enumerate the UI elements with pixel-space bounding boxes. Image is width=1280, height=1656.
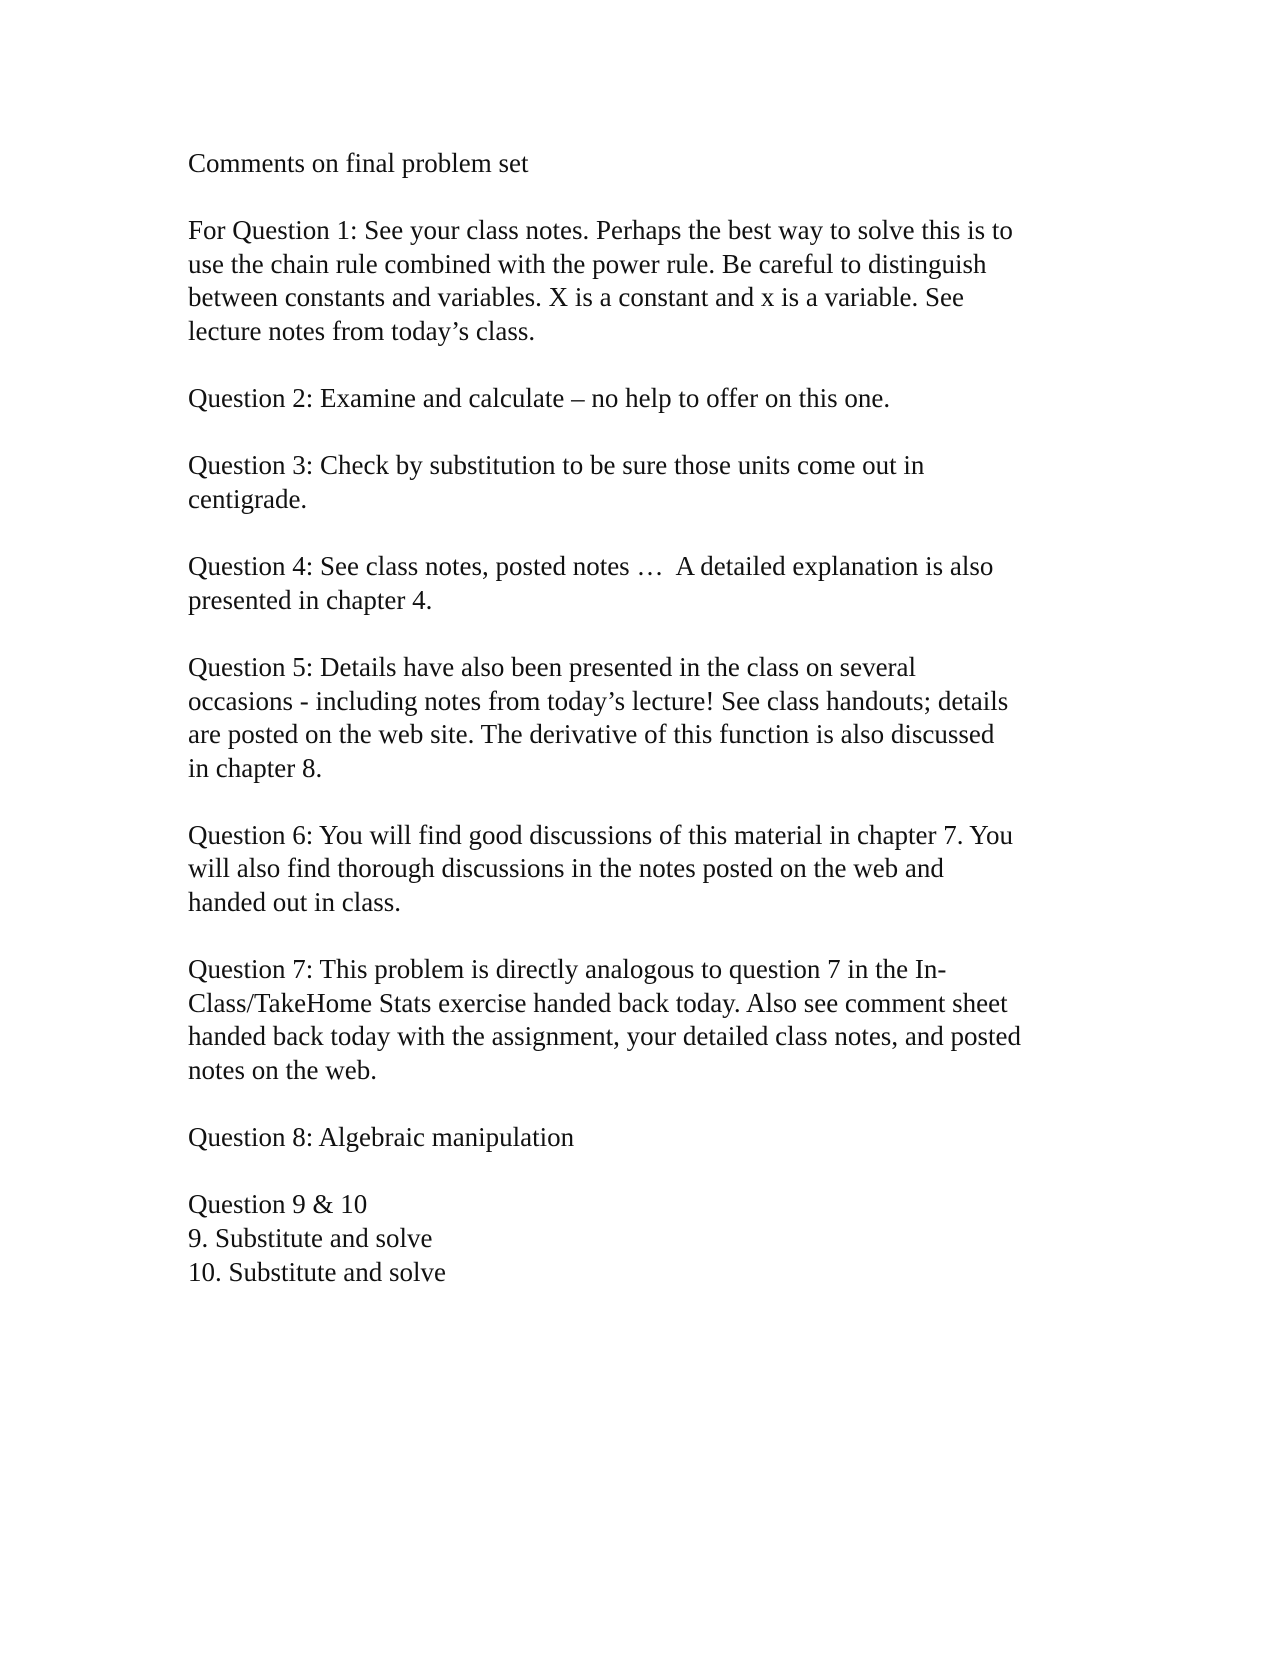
paragraph-question-6 — [188, 819, 1108, 920]
paragraph-question-3 — [188, 449, 1108, 516]
text-line: Question 4: See class notes, posted notes … A detailed explanation is also — [188, 551, 994, 582]
text-line: Question 2: Examine and calculate – no help to offer on this one. — [188, 383, 891, 414]
text-line: handed out in class. — [188, 887, 401, 918]
text-line: in chapter 8. — [188, 752, 323, 783]
text-line: Class/TakeHome Stats exercise handed back today. Also see comment sheet — [188, 987, 1008, 1018]
text-line: For Question 1: See your class notes. Perhaps the best way to solve this is to — [188, 215, 1013, 246]
text-line: 10. Substitute and solve — [188, 1256, 446, 1287]
text-line: Question 5: Details have also been presented in the class on several — [188, 651, 917, 682]
paragraph-question-1 — [188, 214, 1108, 348]
text-line: presented in chapter 4. — [188, 584, 433, 615]
text-line: Question 7: This problem is directly analogous to question 7 in the In- — [188, 954, 947, 985]
text-line: Question 8: Algebraic manipulation — [188, 1122, 575, 1153]
text-line: notes on the web. — [188, 1055, 377, 1086]
paragraph-question-4 — [188, 550, 1108, 617]
text-line: lecture notes from today’s class. — [188, 315, 536, 346]
paragraph-question-7 — [188, 953, 1108, 1087]
paragraph-gap — [188, 349, 1108, 383]
paragraph-gap — [188, 1155, 1108, 1189]
text-line: will also find thorough discussions in the notes posted on the web and — [188, 853, 944, 884]
paragraph-gap — [188, 617, 1108, 651]
paragraph-question-8 — [188, 1121, 1108, 1155]
paragraph-gap — [188, 1088, 1108, 1122]
paragraph-gap — [188, 517, 1108, 551]
text-line: handed back today with the assignment, your detailed class notes, and posted — [188, 1021, 1022, 1052]
paragraph-question-5 — [188, 651, 1108, 785]
paragraph-gap — [188, 181, 1108, 215]
document-title: Comments on final problem set — [188, 148, 529, 178]
paragraph-gap — [188, 920, 1108, 954]
document-page — [188, 147, 1108, 1289]
paragraph-question-2 — [188, 382, 1108, 416]
text-line: occasions - including notes from today’s lecture! See class handouts; details — [188, 685, 1009, 716]
text-line: Question 6: You will find good discussions of this material in chapter 7. You — [188, 819, 1013, 850]
text-line: are posted on the web site. The derivative of this function is also discussed — [188, 719, 995, 750]
text-line: centigrade. — [188, 483, 308, 514]
text-line: Question 9 & 10 — [188, 1189, 368, 1220]
text-line: between constants and variables. X is a constant and x is a variable. See — [188, 282, 964, 313]
paragraph-question-9-10 — [188, 1188, 1108, 1289]
text-line: Question 3: Check by substitution to be sure those units come out in — [188, 450, 925, 481]
text-line: 9. Substitute and solve — [188, 1223, 433, 1253]
paragraph-gap — [188, 785, 1108, 819]
paragraph-gap — [188, 416, 1108, 450]
text-line: use the chain rule combined with the power rule. Be careful to distinguish — [188, 248, 987, 279]
